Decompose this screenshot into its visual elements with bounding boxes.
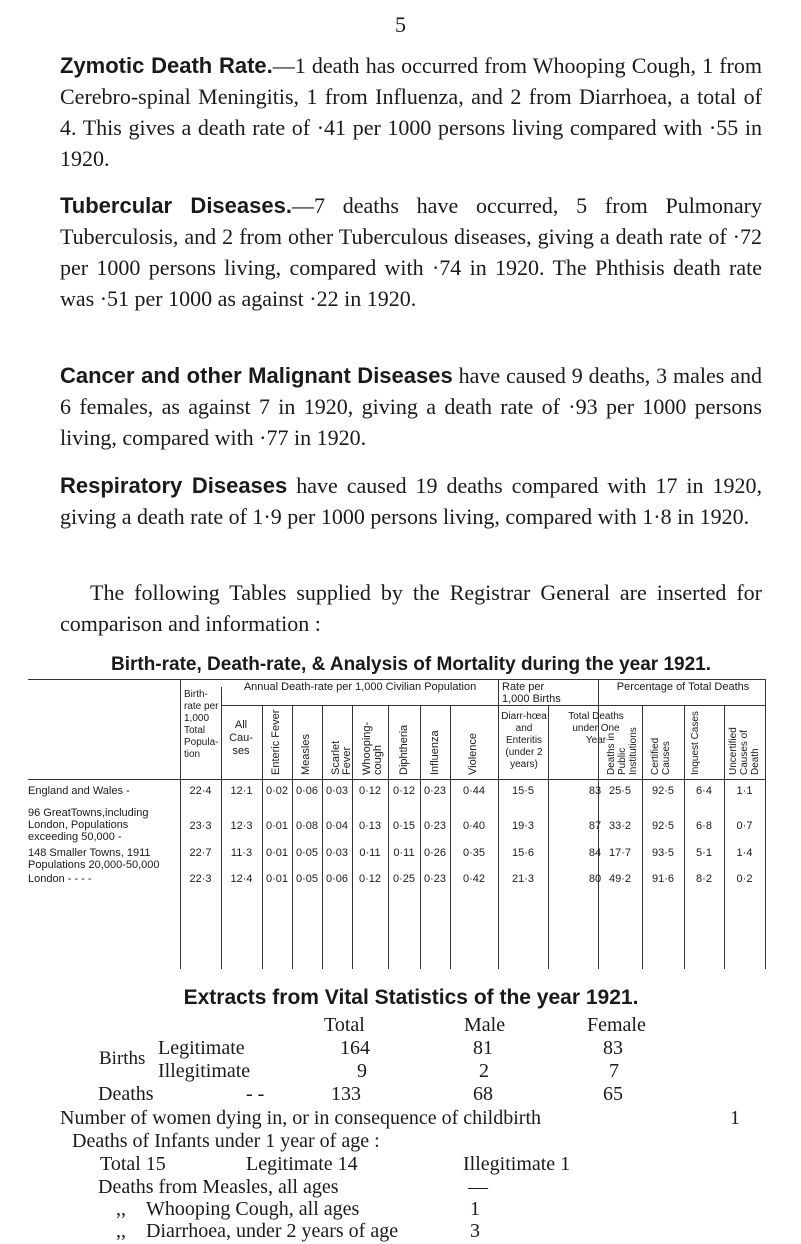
legitimate-label: Legitimate [158, 1037, 245, 1059]
header-certified-causes: Certified Causes [650, 737, 672, 775]
tubercular-text: —7 deaths have occurred, 5 from Pulmonary Tuberculosis, and 2 from other Tuberculous diseases, giving a death rate of ·72 per 1000 persons living, compared with ·74 in 1920. The Phthisis death rate was ·51 per 1000 as against ·22 in 1920. [60, 193, 763, 311]
deaths-female: 65 [603, 1083, 623, 1105]
whooping-value: 1 [470, 1198, 480, 1220]
table-cell: 0·26 [423, 847, 447, 859]
deaths-dash: - - [246, 1083, 265, 1105]
table-cell: 0·2 [736, 873, 753, 885]
column-divider [724, 705, 725, 969]
deaths-total: 133 [331, 1083, 361, 1105]
tables-intro-text: The following Tables supplied by the Registrar General are inserted for comparison and information : [60, 580, 762, 636]
diarrhoea-label: Diarrhoea, under 2 years of age [146, 1220, 399, 1242]
header-all-causes: All Cau-ses [229, 719, 253, 757]
table-cell: 0·15 [392, 820, 416, 832]
table-cell: 0·12 [358, 873, 382, 885]
header-uncertified-causes: Uncertified Causes of Death [728, 727, 761, 775]
table-cell: 22·7 [189, 847, 212, 859]
mortality-table [28, 679, 766, 969]
tubercular-heading: Tubercular Diseases. [60, 193, 292, 218]
illegitimate-total: 9 [357, 1060, 367, 1082]
header-scarlet-fever: Scarlet Fever [330, 740, 353, 775]
illegitimate-female: 7 [609, 1060, 619, 1082]
header-measles: Measles [300, 734, 312, 775]
table-cell: 12·1 [230, 785, 253, 797]
deaths-male: 68 [473, 1083, 493, 1105]
col-female: Female [587, 1014, 646, 1036]
illegitimate-label: Illegitimate [158, 1060, 251, 1082]
col-total: Total [324, 1014, 365, 1036]
column-divider [262, 705, 263, 969]
table-cell: 93·5 [651, 847, 675, 859]
table-cell: 0·06 [295, 785, 319, 797]
infants-legitimate: Legitimate 14 [246, 1153, 358, 1175]
header-influenza: Influenza [429, 730, 441, 775]
deaths-label: Deaths [98, 1083, 154, 1105]
table-cell: 0·05 [295, 873, 319, 885]
table-cell: 49·2 [608, 873, 632, 885]
table-cell: 12·4 [230, 873, 253, 885]
column-divider [322, 705, 323, 969]
measles-label: Deaths from Measles, all ages [98, 1176, 339, 1198]
table-cell: 17·7 [608, 847, 632, 859]
page-number: 5 [395, 12, 406, 37]
table-cell: 80 [588, 873, 602, 885]
table-cell: 6·8 [696, 820, 712, 832]
whooping-label: Whooping Cough, all ages [146, 1198, 360, 1220]
table-cell: 92·5 [651, 820, 675, 832]
table-top-rule [28, 679, 766, 680]
row-label-england: England and Wales - [28, 785, 130, 797]
header-civilian-group: Annual Death-rate per 1,000 Civilian Population [243, 681, 477, 693]
births-label: Births [99, 1048, 146, 1069]
table-cell: 0·08 [295, 820, 319, 832]
table-cell: 1·1 [736, 785, 753, 797]
table-cell: 0·04 [325, 820, 349, 832]
table-cell: 0·12 [358, 785, 382, 797]
table-cell: 0·01 [265, 847, 289, 859]
illegitimate-male: 2 [479, 1060, 489, 1082]
tubercular-paragraph [60, 190, 762, 314]
row-label-great-towns: 96 GreatTowns,including London, Populations exceeding 50,000 - [28, 807, 149, 843]
zymotic-text: —1 death has occurred from Whooping Cough, 1 from Cerebro-spinal Meningitis, 1 from Influenza, and 2 from Diarrhoea, a total of 4. This gives a death rate of ·41 per 1000 persons living compared with ·55 in 1920. [60, 53, 762, 171]
tables-intro-paragraph [60, 577, 762, 639]
table-cell: 87 [588, 820, 602, 832]
table-cell: 83 [588, 785, 602, 797]
row-label-london: London - - - - [28, 873, 92, 885]
header-rate-group: Rate per 1,000 Births [502, 681, 561, 705]
table-cell: 15·5 [511, 785, 535, 797]
header-violence: Violence [467, 733, 479, 775]
respiratory-heading: Respiratory Diseases [60, 473, 288, 498]
table-cell: 23·3 [189, 820, 212, 832]
column-divider [684, 705, 685, 969]
table-cell: 0·12 [392, 785, 416, 797]
table-cell: 33·2 [608, 820, 632, 832]
table-cell: 12·3 [230, 820, 253, 832]
table-cell: 0·03 [325, 785, 349, 797]
column-divider [450, 705, 451, 969]
extracts-title: Extracts from Vital Statistics of the year 1921. [183, 986, 639, 1009]
cancer-paragraph [60, 360, 762, 453]
table-cell: 92·5 [651, 785, 675, 797]
diarrhoea-value: 3 [470, 1220, 480, 1242]
diarrhoea-prefix: ,, [116, 1220, 126, 1242]
table-cell: 25·5 [608, 785, 632, 797]
column-divider [548, 705, 549, 969]
zymotic-heading: Zymotic Death Rate. [60, 53, 273, 78]
infants-label: Deaths of Infants under 1 year of age : [72, 1130, 380, 1152]
table-cell: 0·05 [295, 847, 319, 859]
header-diphtheria: Diphtheria [398, 724, 410, 775]
respiratory-paragraph [60, 470, 762, 532]
table-cell: 0·23 [423, 785, 447, 797]
group-underline [598, 705, 765, 706]
cancer-heading: Cancer and other Malignant Diseases [60, 363, 453, 388]
table-cell: 0·23 [423, 873, 447, 885]
table-cell: 0·01 [265, 873, 289, 885]
header-total-deaths: Total Deaths under One Year [568, 711, 624, 746]
row-label-smaller-towns: 148 Smaller Towns, 1911 Populations 20,000-50,000 [28, 847, 160, 871]
table-cell: 22·4 [189, 785, 212, 797]
table-cell: 21·3 [511, 873, 535, 885]
column-divider [420, 705, 421, 969]
measles-value: — [468, 1176, 488, 1198]
table-cell: 0·02 [265, 785, 289, 797]
infants-illegitimate: Illegitimate 1 [463, 1153, 571, 1175]
table-cell: 0·23 [423, 820, 447, 832]
table-cell: 84 [588, 847, 602, 859]
whooping-prefix: ,, [116, 1198, 126, 1220]
column-divider [642, 705, 643, 969]
legitimate-male: 81 [473, 1037, 493, 1059]
legitimate-female: 83 [603, 1037, 623, 1059]
column-divider [765, 679, 766, 969]
table-cell: 91·6 [651, 873, 675, 885]
table-cell: 6·4 [696, 785, 712, 797]
table-cell: 22·3 [189, 873, 212, 885]
header-percent-group: Percentage of Total Deaths [616, 681, 750, 693]
header-whooping-cough: Whooping-cough [361, 721, 384, 775]
header-birth-rate: Birth-rate per 1,000 Total Popula-tion [184, 689, 219, 760]
table-header-rule [28, 779, 766, 780]
column-divider [388, 705, 389, 969]
table-cell: 0·35 [462, 847, 486, 859]
column-divider [292, 705, 293, 969]
table-cell: 5·1 [696, 847, 712, 859]
respiratory-text: have caused 19 deaths compared with 17 in 1920, giving a death rate of 1·9 per 1000 persons living, compared with 1·8 in 1920. [60, 473, 763, 529]
table-cell: 0·7 [736, 820, 753, 832]
table-title: Birth-rate, Death-rate, & Analysis of Mortality during the year 1921. [110, 654, 712, 675]
table-cell: 0·11 [359, 847, 381, 859]
table-cell: 0·03 [325, 847, 349, 859]
table-cell: 1·4 [736, 847, 753, 859]
cancer-text: have caused 9 deaths, 3 males and 6 females, as against 7 in 1920, giving a death rate of ·93 per 1000 persons living, compared with ·77 in 1920. [60, 363, 763, 450]
table-cell: 0·42 [462, 873, 486, 885]
table-cell: 0·44 [462, 785, 486, 797]
legitimate-total: 164 [340, 1037, 370, 1059]
table-cell: 0·40 [462, 820, 486, 832]
table-cell: 11·3 [230, 847, 253, 859]
table-cell: 0·06 [325, 873, 349, 885]
table-cell: 19·3 [511, 820, 535, 832]
header-diarrhoea: Diarr-hœa and Enteritis (under 2 years) [501, 711, 547, 770]
table-cell: 8·2 [696, 873, 712, 885]
table-cell: 0·11 [393, 847, 415, 859]
table-cell: 0·01 [265, 820, 289, 832]
table-cell: 0·13 [358, 820, 382, 832]
childbirth-label: Number of women dying in, or in consequence of childbirth [60, 1107, 541, 1129]
infants-total: Total 15 [100, 1153, 166, 1175]
header-public-institutions: Deaths in Public Institutions [606, 727, 639, 775]
header-inquest-cases: Inquest Cases [690, 711, 701, 775]
childbirth-value: 1 [730, 1107, 740, 1129]
header-enteric-fever: Enteric Fever [270, 709, 282, 775]
col-male: Male [464, 1014, 506, 1036]
zymotic-paragraph [60, 50, 762, 174]
table-cell: 15·6 [511, 847, 535, 859]
table-cell: 0·25 [392, 873, 416, 885]
